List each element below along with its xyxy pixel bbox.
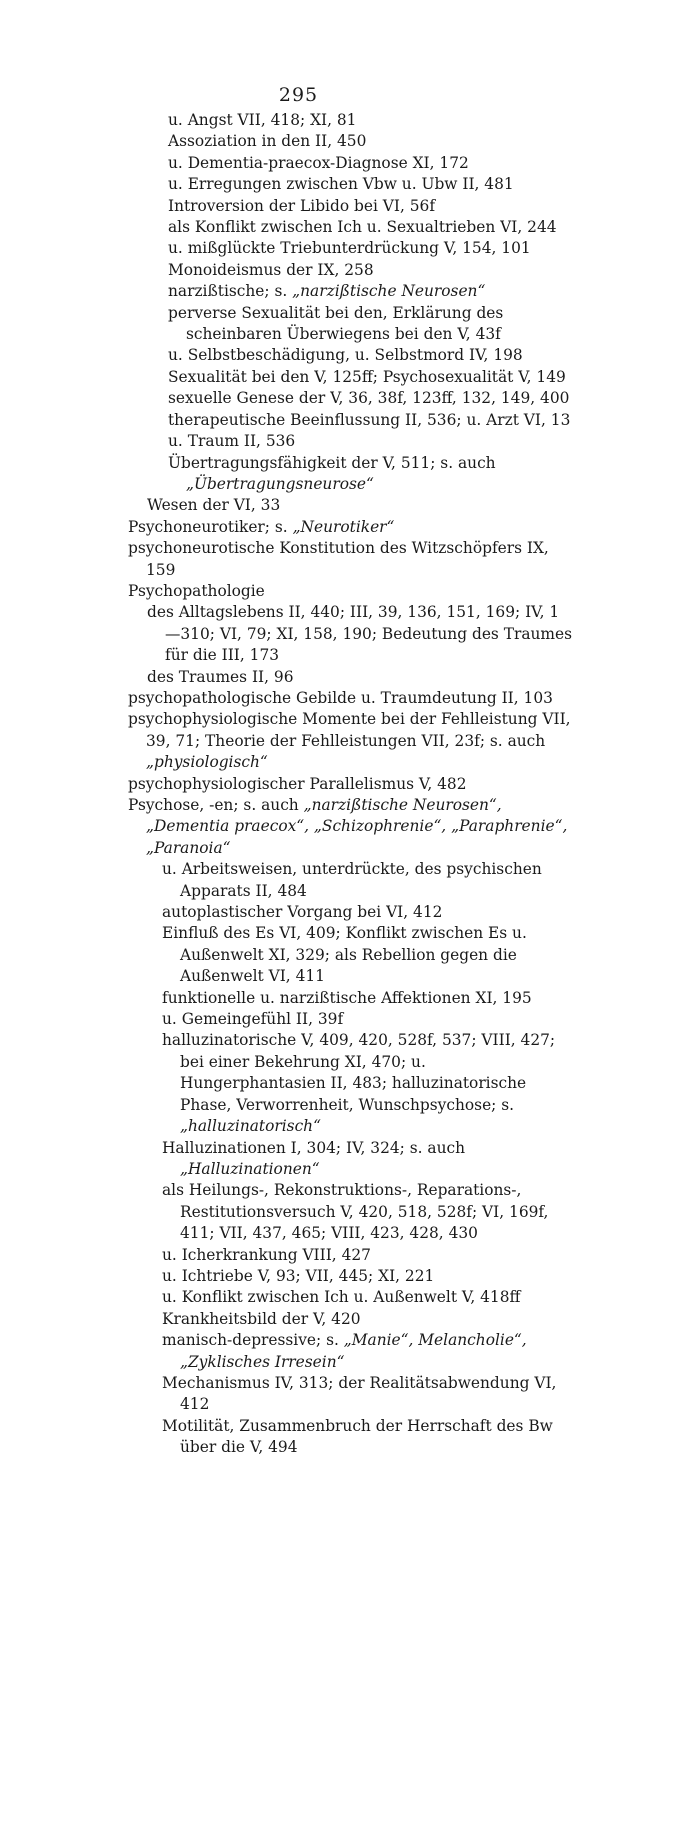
entry-text: u. Traum II, 536 (168, 432, 296, 451)
entry-text: u. Selbstbeschädigung, u. Selbstmord IV, 198 (168, 346, 523, 365)
index-entry (162, 923, 573, 987)
entry-text: psychoneurotische Konstitution des Witzschöpfers IX, 159 (128, 539, 549, 579)
index-entry (128, 709, 573, 773)
entry-text: Wesen der VI, 33 (147, 496, 281, 515)
index-entry (147, 602, 573, 666)
index-entry (168, 367, 573, 388)
entry-reference-italic: „Übertragungsneurose“ (186, 474, 374, 493)
entry-text: autoplastischer Vorgang bei VI, 412 (162, 903, 443, 922)
index-entry (168, 388, 573, 409)
entry-text: funktionelle u. narzißtische Affektionen XI, 195 (162, 988, 532, 1007)
index-entry (162, 902, 573, 923)
entry-text: u. Arbeitsweisen, unterdrückte, des psychischen Apparats II, 484 (162, 860, 542, 900)
index-entry (162, 1009, 573, 1030)
entry-reference-italic: „Manie“, Melancholie“, „Zyklisches Irresein“ (180, 1331, 527, 1371)
index-entries (128, 110, 573, 1459)
index-entry (168, 217, 573, 238)
entry-text: psychopathologische Gebilde u. Traumdeutung II, 103 (128, 688, 553, 707)
index-entry (162, 1138, 573, 1181)
entry-text: Assoziation in den II, 450 (168, 132, 367, 151)
index-entry (168, 238, 573, 259)
index-entry (168, 303, 573, 346)
entry-reference-italic: „Neurotiker“ (292, 517, 395, 536)
entry-text: psychophysiologischer Parallelismus V, 482 (128, 774, 467, 793)
page-number: 295 (278, 84, 319, 106)
entry-reference-italic: „Halluzinationen“ (180, 1159, 320, 1178)
index-entry (162, 1245, 573, 1266)
entry-text: u. mißglückte Triebunterdrückung V, 154, 101 (168, 239, 531, 258)
entry-text: Introversion der Libido bei VI, 56f (168, 196, 436, 215)
entry-text: des Alltagslebens II, 440; III, 39, 136, 151, 169; IV, 1—310; VI, 79; XI, 158, 190; Bedeutung des Traumes für die III, 173 (147, 603, 573, 665)
index-entry (168, 453, 573, 496)
entry-text: Monoideismus der IX, 258 (168, 260, 374, 279)
entry-text: Psychopathologie (128, 581, 265, 600)
entry-text: sexuelle Genese der V, 36, 38f, 123ff, 132, 149, 400 (168, 389, 570, 408)
entry-text: Motilität, Zusammenbruch der Herrschaft des Bw über die V, 494 (162, 1416, 553, 1457)
entry-text: manisch-depressive; s. (162, 1331, 344, 1350)
index-entry (128, 774, 573, 795)
entry-text: u. Gemeingefühl II, 39f (162, 1010, 344, 1029)
entry-text: Mechanismus IV, 313; der Realitätsabwendung VI, 412 (162, 1373, 557, 1414)
entry-text: therapeutische Beeinflussung II, 536; u. Arzt VI, 13 (168, 410, 571, 429)
index-entry (168, 410, 573, 431)
index-entry (162, 1030, 573, 1137)
entry-text: narzißtische; s. (168, 282, 293, 301)
index-entry (162, 1266, 573, 1287)
index-entry (128, 581, 573, 602)
index-entry (168, 110, 573, 131)
entry-text: u. Konflikt zwischen Ich u. Außenwelt V, 418ff (162, 1288, 521, 1307)
entry-text: als Heilungs-, Rekonstruktions-, Reparations-, Restitutionsversuch V, 420, 518, 528f; VI, 169f, 411; VII, 437, 465; VIII, 423, 428, 430 (162, 1181, 549, 1243)
entry-text: Psychose, -en; s. auch (128, 796, 304, 814)
index-entry (168, 345, 573, 366)
index-entry (162, 859, 573, 902)
entry-text: perverse Sexualität bei den, Erklärung des scheinbaren Überwiegens bei den V, 43f (168, 303, 504, 344)
entry-text: u. Angst VII, 418; XI, 81 (168, 111, 357, 129)
entry-reference-italic: „halluzinatorisch“ (180, 1117, 321, 1136)
entry-text: Sexualität bei den V, 125ff; Psychosexualität V, 149 (168, 367, 566, 386)
index-entry (162, 1180, 573, 1244)
entry-reference-italic: „narzißtische Neurosen“, „Dementia praecox“, „Schizophrenie“, „Paraphrenie“, „Paranoia“ (146, 796, 568, 857)
entry-text: Psychoneurotiker; s. (128, 517, 293, 536)
entry-reference-italic: „physiologisch“ (146, 753, 268, 772)
index-entry (128, 795, 573, 859)
entry-text: Halluzinationen I, 304; IV, 324; s. auch (162, 1138, 466, 1157)
entry-text: Krankheitsbild der V, 420 (162, 1309, 361, 1328)
index-entry (168, 174, 573, 195)
entry-text: halluzinatorische V, 409, 420, 528f, 537; VIII, 427; bei einer Bekehrung XI, 470; u. Hungerphantasien II, 483; halluzinatorische Phase, Verworrenheit, Wunschpsychose; s. (162, 1031, 556, 1114)
entry-text: u. Erregungen zwischen Vbw u. Ubw II, 481 (168, 175, 514, 194)
entry-text: u. Dementia-praecox-Diagnose XI, 172 (168, 153, 469, 172)
index-entry (162, 988, 573, 1009)
index-entry (168, 431, 573, 452)
entry-reference-italic: „narzißtische Neurosen“ (292, 282, 486, 301)
index-entry (162, 1416, 573, 1459)
index-entry (162, 1309, 573, 1330)
entry-text: u. Ichtriebe V, 93; VII, 445; XI, 221 (162, 1266, 435, 1285)
index-entry (147, 495, 573, 516)
index-entry (168, 153, 573, 174)
index-entry (128, 538, 573, 581)
entry-text: Übertragungsfähigkeit der V, 511; s. auch (168, 453, 496, 472)
index-entry (162, 1287, 573, 1308)
entry-text: u. Icherkrankung VIII, 427 (162, 1245, 371, 1264)
index-entry (168, 260, 573, 281)
index-entry (162, 1330, 573, 1373)
entry-text: als Konflikt zwischen Ich u. Sexualtrieben VI, 244 (168, 218, 557, 237)
entry-text: des Traumes II, 96 (147, 667, 294, 686)
index-entry (168, 196, 573, 217)
entry-text: psychophysiologische Momente bei der Fehlleistung VII, 39, 71; Theorie der Fehlleistungen VII, 23f; s. auch (128, 710, 571, 750)
index-entry (162, 1373, 573, 1416)
index-entry (128, 688, 573, 709)
entry-text: Einfluß des Es VI, 409; Konflikt zwischen Es u. Außenwelt XI, 329; als Rebellion gegen die Außenwelt VI, 411 (162, 924, 527, 986)
index-entry (168, 131, 573, 152)
index-entry (168, 281, 573, 302)
index-entry (147, 667, 573, 688)
index-entry (128, 517, 573, 538)
